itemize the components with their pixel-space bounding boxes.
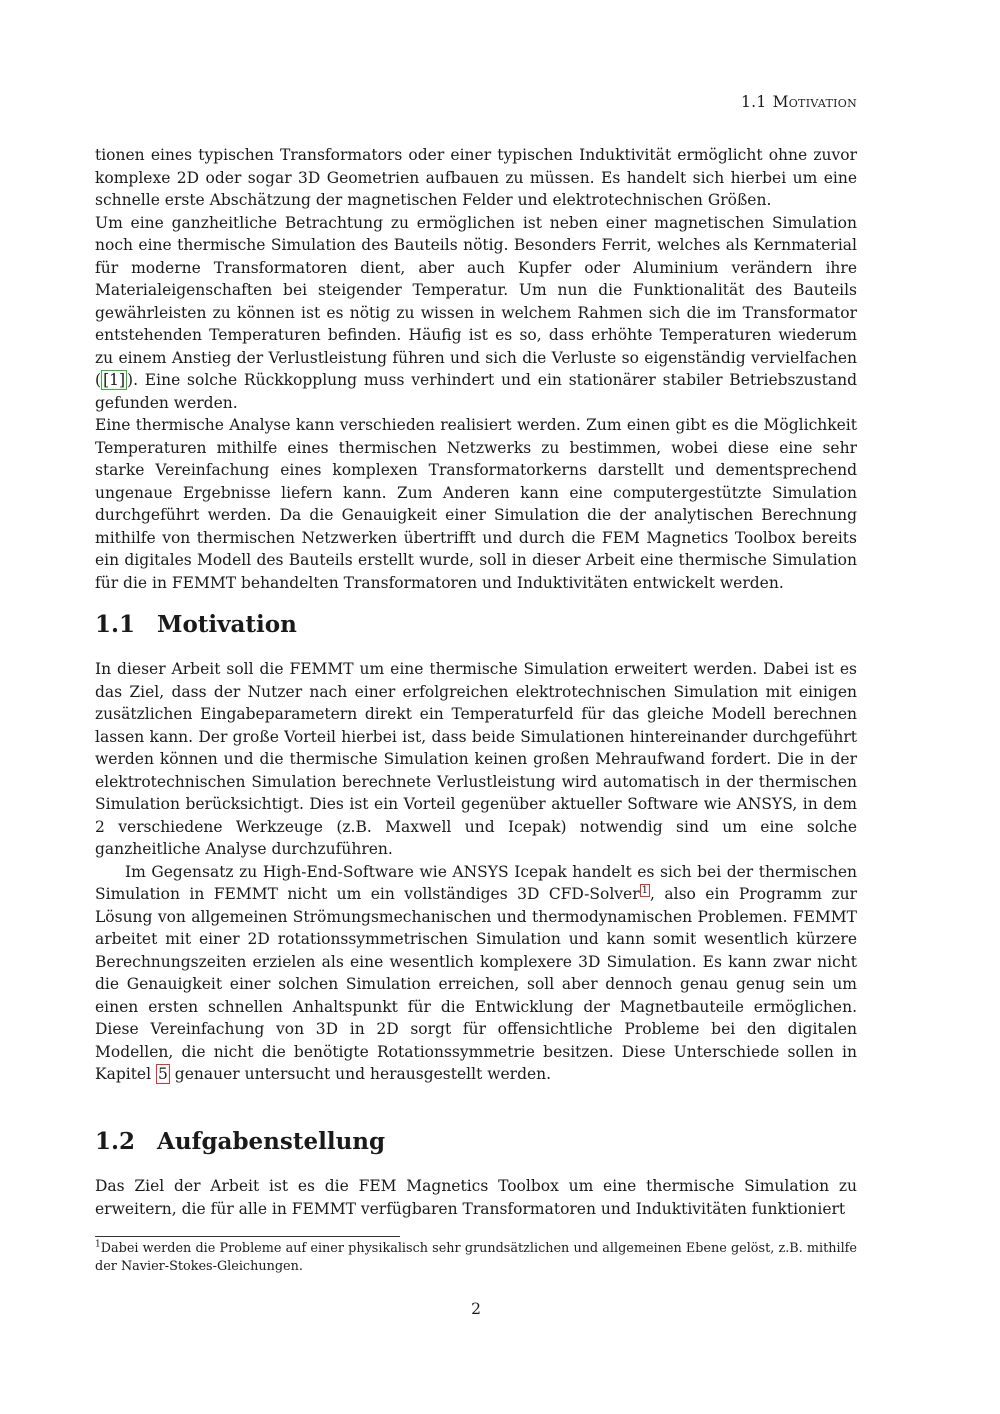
footnote-divider <box>95 1236 400 1237</box>
section-number: 1.1 <box>95 611 136 638</box>
chapter-reference-link[interactable]: 5 <box>158 1065 168 1083</box>
section-title: Motivation <box>157 611 297 638</box>
footnote-mark: 1 <box>95 1239 101 1250</box>
section-heading-motivation <box>95 611 297 639</box>
aufgabenstellung-paragraph-1: Das Ziel der Arbeit ist es die FEM Magnetics Toolbox um eine thermische Simulation zu erweitern, die für alle in FEMMT verfügbaren Transformatoren und Induktivitäten funktioniert <box>95 1177 857 1218</box>
footnote-link[interactable]: 1 <box>641 884 649 896</box>
section-heading-aufgabenstellung <box>95 1128 385 1156</box>
intro-paragraph-3: Eine thermische Analyse kann verschieden realisiert werden. Zum einen gibt es die Möglichkeit Temperaturen mithilfe eines thermischen Netzwerks zu bestimmen, wobei diese eine sehr starke Vereinfachung eines komplexen Transformatorkerns darstellt und dementsprechend ungenaue Ergebnisse liefern kann. Zum Anderen kann eine computergestützte Simulation durchgeführt werden. Da die Genauigkeit einer Simulation die der analytischen Berechnung mithilfe von thermischen Netzwerken übertrifft und durch die FEM Magnetics Toolbox bereits ein digitales Modell des Bauteils erstellt wurde, soll in dieser Arbeit eine thermische Simulation für die in FEMMT behandelten Transformatoren und Induktivitäten entwickelt werden. <box>95 416 857 592</box>
motivation-paragraph-1: In dieser Arbeit soll die FEMMT um eine thermische Simulation erweitert werden. Dabei ist es das Ziel, dass der Nutzer nach einer erfolgreichen elektrotechnischen Simulation mit einigen zusätzlichen Eingabeparametern direkt ein Temperaturfeld für das gleiche Modell berechnen lassen kann. Der große Vorteil hierbei ist, dass beide Simulationen hintereinander durchgeführt werden können und die thermische Simulation keinen großen Mehraufwand fordert. Die in der elektrotechnischen Simulation berechnete Verlustleistung wird automatisch in der thermischen Simulation berücksichtigt. Dies ist ein Vorteil gegenüber aktueller Software wie ANSYS, in dem 2 verschiedene Werkzeuge (z.B. Maxwell und Icepak) notwendig sind um eine solche ganzheitliche Analyse durchzuführen. <box>95 660 857 858</box>
citation-link[interactable]: [1] <box>103 371 126 389</box>
intro-p2-text-a: Um eine ganzheitliche Betrachtung zu ermöglichen ist neben einer magnetischen Simulation noch eine thermische Simulation des Bauteils nötig. Besonders Ferrit, welches als Kernmaterial für moderne Transformatoren dient, aber auch Kupfer oder Aluminium verändern ihre Materialeigenschaften bei steigender Temperatur. Um nun die Funktionalität des Bauteils gewährleisten zu können ist es nötig zu wissen in welchem Rahmen sich die im Transformator entstehenden Temperaturen befinden. Häufig ist es so, dass erhöhte Temperaturen wiederum zu einem Anstieg der Verlustleistung führen und sich die Verluste so eigenständig vervielfachen ( <box>95 213 857 389</box>
footnote <box>95 1240 857 1276</box>
motivation-p2-text-b: , also ein Programm zur Lösung von allgemeinen Strömungsmechanischen und thermodynamischen Problemen. FEMMT arbeitet mit einer 2D rotationssymmetrischen Simulation und kann somit wesentlich kürzere Berechnungszeiten erzielen als eine wesentlich komplexere 3D Simulation. Es kann zwar nicht die Genauigkeit einer solchen Simulation erreichen, soll aber dennoch genau genug sein um einen ersten schnellen Anhaltspunkt für die Entwicklung der Magnetbauteile ermöglichen. Diese Vereinfachung von 3D in 2D sorgt für offensichtliche Probleme bei den digitalen Modellen, die nicht die benötigte Rotationssymmetrie besitzen. Diese Unterschiede sollen in Kapitel <box>95 885 857 1083</box>
header-section-title: Motivation <box>772 93 857 111</box>
motivation-paragraph-2 <box>95 861 857 1086</box>
running-header <box>741 93 857 111</box>
motivation-text <box>95 658 857 1086</box>
intro-p2-text-b: ). Eine solche Rückkopplung muss verhindert und ein stationärer stabiler Betriebszustand gefunden werden. <box>95 371 857 412</box>
footnote-text: Dabei werden die Probleme auf einer physikalisch sehr grundsätzlichen und allgemeinen Ebene gelöst, z.B. mithilfe der Navier-Stokes-Gleichungen. <box>95 1241 857 1274</box>
section-title: Aufgabenstellung <box>157 1128 386 1155</box>
motivation-p2-text-a: Im Gegensatz zu High-End-Software wie ANSYS Icepak handelt es sich bei der thermischen Simulation in FEMMT nicht um ein vollständiges 3D CFD-Solver <box>95 862 857 903</box>
section-number: 1.2 <box>95 1128 136 1155</box>
intro-paragraph-2 <box>95 212 857 415</box>
motivation-p2-text-c: genauer untersucht und herausgestellt werden. <box>169 1065 552 1083</box>
intro-paragraph-1: tionen eines typischen Transformators oder einer typischen Induktivität ermöglicht ohne zuvor komplexe 2D oder sogar 3D Geometrien aufbauen zu müssen. Es handelt sich hierbei um eine schnelle erste Abschätzung der magnetischen Felder und elektrotechnischen Größen. <box>95 146 857 209</box>
aufgabenstellung-text <box>95 1175 857 1220</box>
page-number: 2 <box>471 1300 481 1318</box>
header-section-number: 1.1 <box>741 93 767 111</box>
intro-text <box>95 144 857 594</box>
